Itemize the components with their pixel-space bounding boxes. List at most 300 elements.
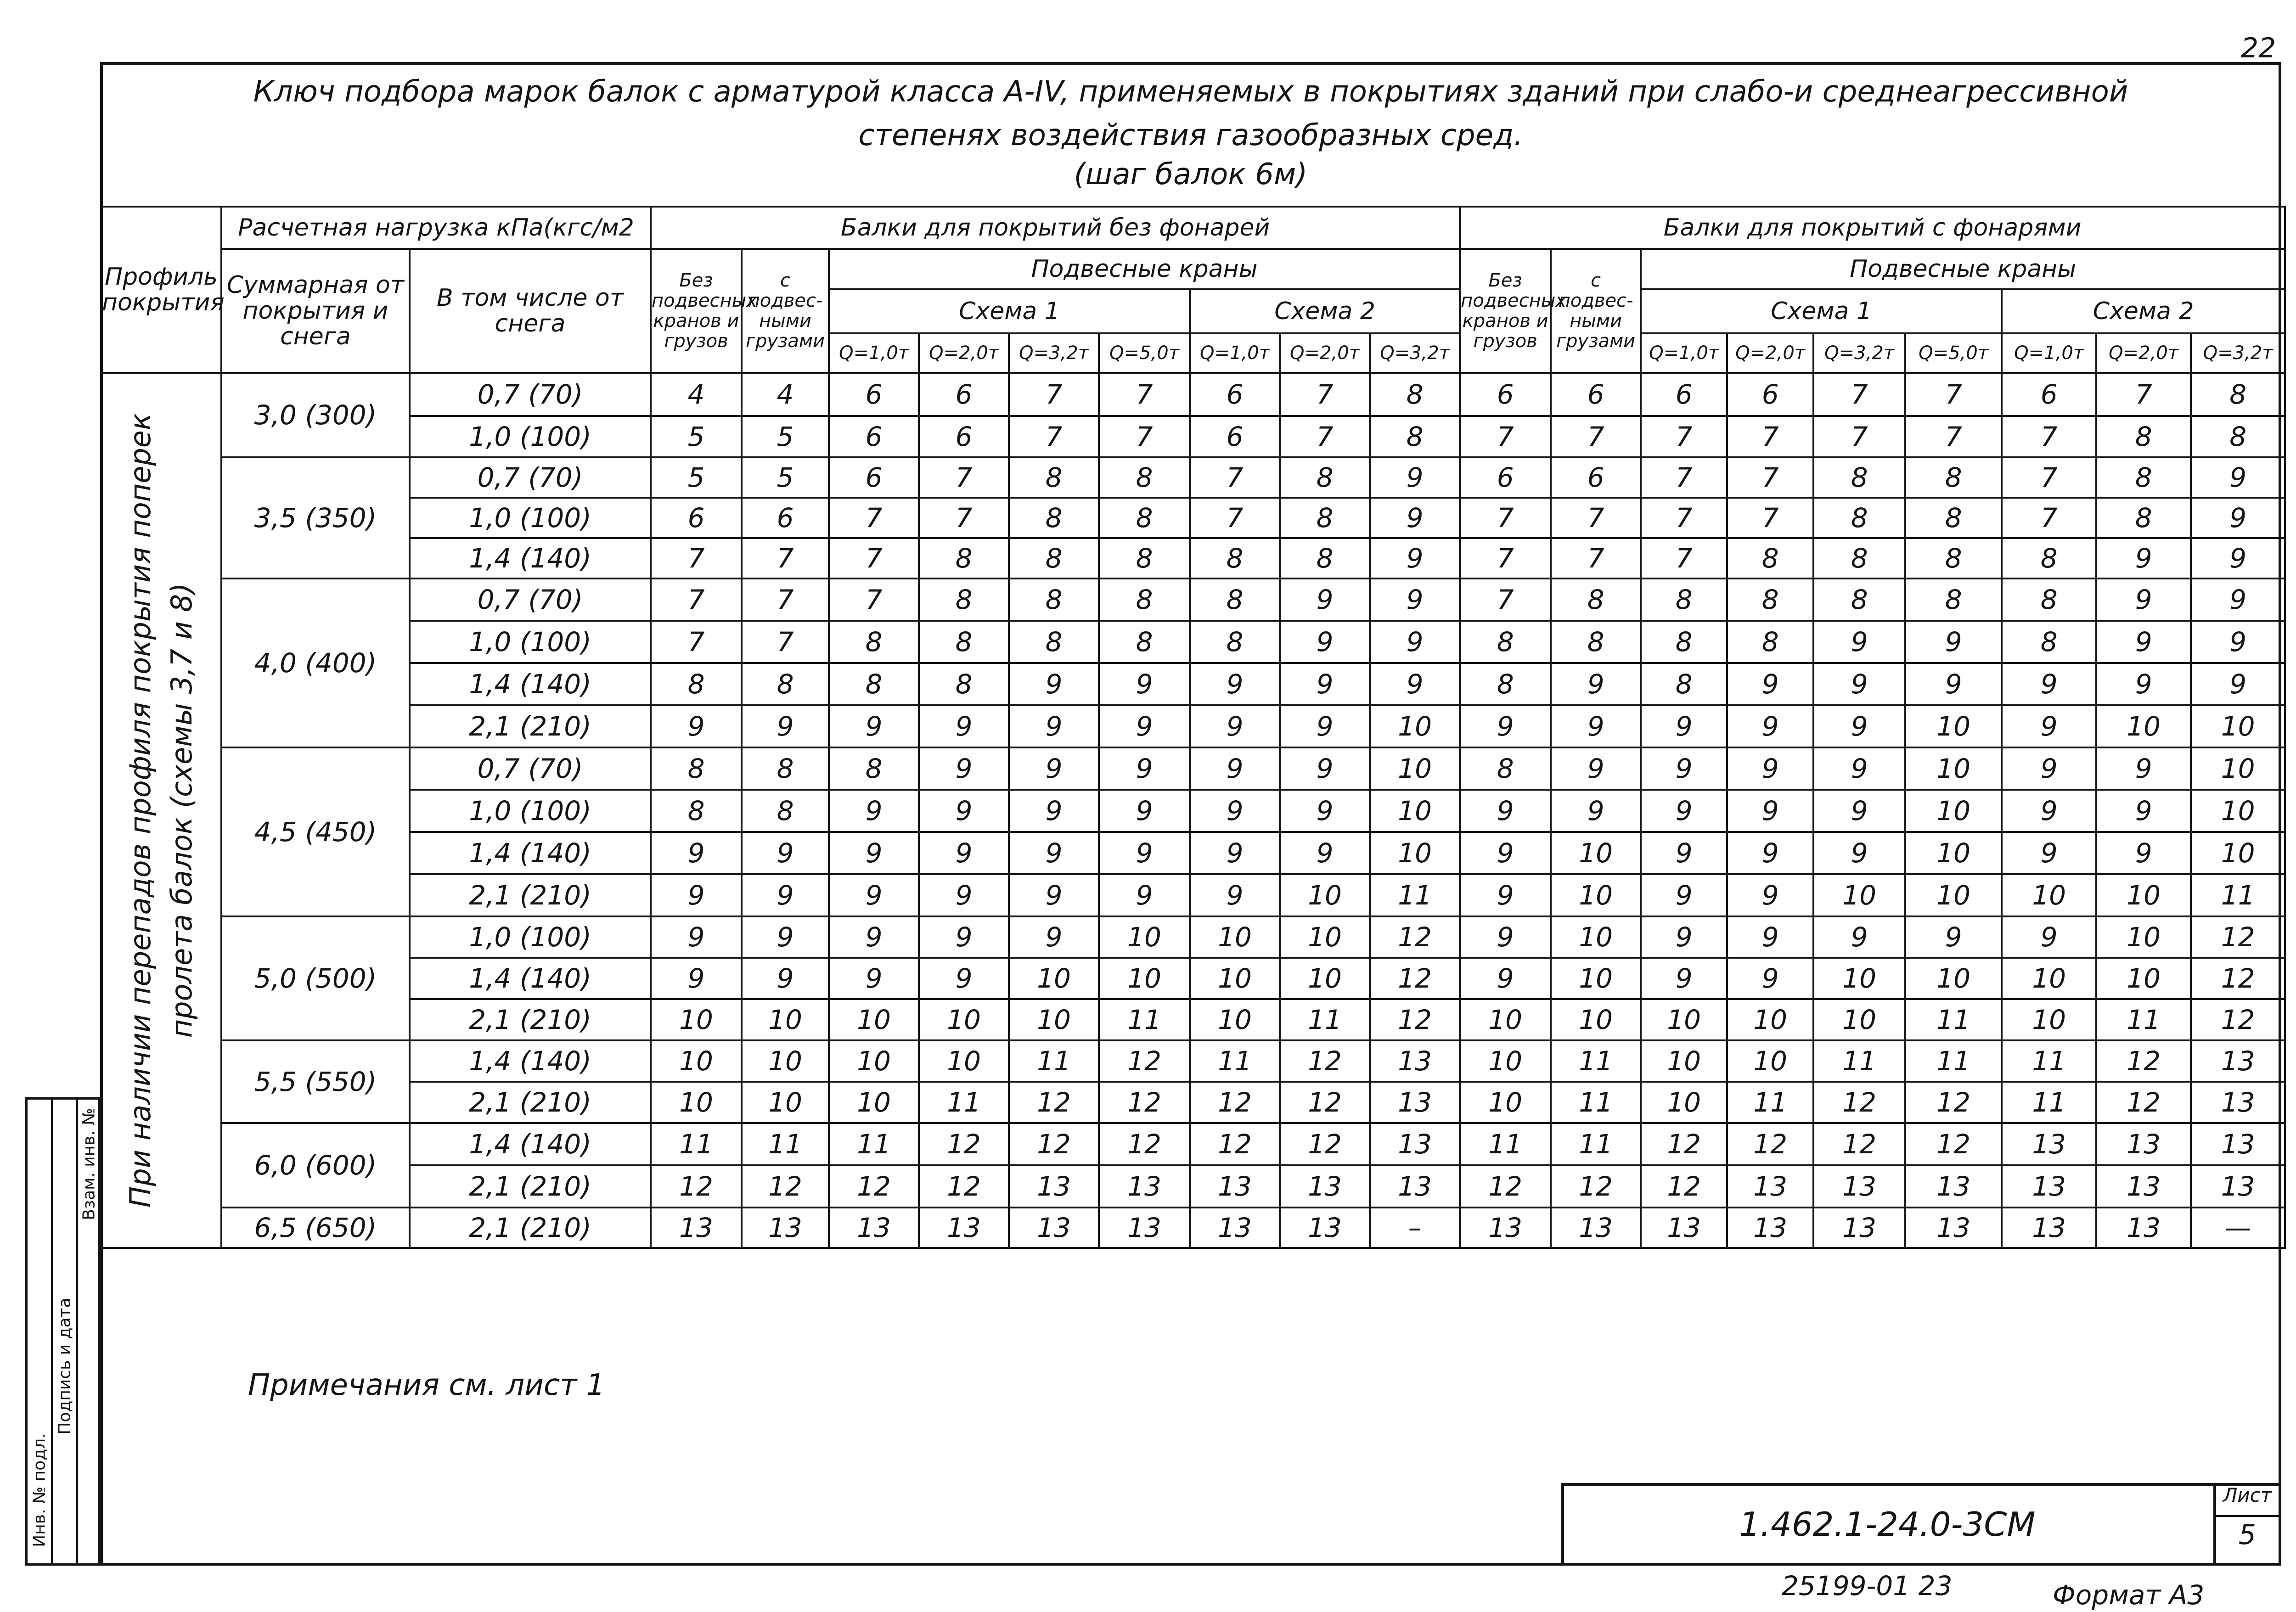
beam-mark-cell: 13: [2191, 1040, 2285, 1082]
beam-mark-cell: 13: [2191, 1123, 2285, 1165]
beam-mark-cell: 7: [1641, 416, 1727, 457]
beam-mark-cell: 13: [1905, 1165, 2002, 1208]
beam-mark-cell: 10: [742, 1082, 829, 1123]
beam-mark-cell: 12: [1280, 1082, 1370, 1123]
beam-mark-cell: 6: [1551, 457, 1641, 498]
notes: Примечания см. лист 1: [248, 1368, 605, 1402]
header-with-loads-1: с подвес-ными грузами: [742, 249, 829, 373]
beam-mark-cell: 10: [1551, 958, 1641, 999]
beam-mark-cell: 9: [1641, 832, 1727, 874]
beam-mark-cell: 7: [1813, 416, 1905, 457]
beam-mark-cell: 9: [1009, 705, 1099, 747]
beam-mark-cell: 5: [651, 416, 742, 457]
beam-mark-cell: 9: [1551, 747, 1641, 790]
beam-mark-cell: 8: [1905, 498, 2002, 538]
beam-mark-cell: 10: [1905, 832, 2002, 874]
header-q10: Q=1,0т: [1641, 333, 1727, 373]
beam-mark-cell: 6: [1460, 457, 1551, 498]
beam-mark-cell: 9: [1280, 705, 1370, 747]
beam-mark-cell: 12: [919, 1165, 1009, 1208]
beam-mark-cell: 9: [1099, 705, 1190, 747]
beam-mark-cell: 9: [651, 874, 742, 916]
beam-mark-cell: 9: [651, 958, 742, 999]
beam-mark-cell: 9: [1813, 790, 1905, 832]
beam-mark-cell: 8: [919, 663, 1009, 705]
beam-mark-cell: 9: [2002, 663, 2096, 705]
beam-mark-cell: 9: [1813, 705, 1905, 747]
beam-mark-cell: 13: [1099, 1208, 1190, 1248]
beam-mark-cell: 10: [1370, 705, 1460, 747]
beam-mark-cell: 6: [829, 457, 919, 498]
beam-mark-cell: 9: [1727, 832, 1813, 874]
beam-mark-cell: 8: [2002, 621, 2096, 663]
beam-mark-cell: 7: [2096, 373, 2191, 416]
total-load-cell: 6,0 (600): [221, 1123, 410, 1208]
snow-load-cell: 1,0 (100): [410, 621, 651, 663]
beam-mark-cell: 9: [1190, 705, 1280, 747]
beam-mark-cell: 9: [829, 958, 919, 999]
beam-mark-cell: 10: [2096, 958, 2191, 999]
beam-mark-cell: 10: [1727, 999, 1813, 1040]
beam-mark-cell: 9: [1009, 874, 1099, 916]
beam-mark-cell: 9: [1190, 832, 1280, 874]
beam-mark-cell: 9: [1190, 874, 1280, 916]
beam-mark-cell: 7: [1460, 538, 1551, 579]
beam-mark-cell: 10: [1280, 874, 1370, 916]
side-col-inv-original: [28, 1100, 53, 1563]
beam-mark-cell: 10: [919, 999, 1009, 1040]
beam-mark-cell: 9: [1641, 916, 1727, 958]
total-load-cell: 5,5 (550): [221, 1040, 410, 1123]
beam-mark-cell: 6: [742, 498, 829, 538]
beam-mark-cell: 12: [919, 1123, 1009, 1165]
beam-mark-cell: 12: [1905, 1123, 2002, 1165]
beam-mark-cell: 13: [1370, 1165, 1460, 1208]
sheet-number: 5: [2238, 1519, 2257, 1551]
beam-mark-cell: 9: [1813, 832, 1905, 874]
beam-mark-cell: 10: [829, 1082, 919, 1123]
beam-mark-cell: 10: [1551, 916, 1641, 958]
beam-mark-cell: 10: [1813, 958, 1905, 999]
header-q32: Q=3,2т: [2191, 333, 2285, 373]
beam-mark-cell: 11: [1190, 1040, 1280, 1082]
beam-mark-cell: 7: [829, 538, 919, 579]
beam-mark-cell: 13: [1551, 1208, 1641, 1248]
beam-mark-cell: 10: [1551, 999, 1641, 1040]
beam-mark-cell: 8: [2191, 373, 2285, 416]
beam-mark-cell: 13: [1641, 1208, 1727, 1248]
beam-mark-cell: 7: [919, 498, 1009, 538]
beam-mark-cell: 5: [651, 457, 742, 498]
beam-mark-cell: 9: [1370, 579, 1460, 621]
beam-mark-cell: 10: [1905, 705, 2002, 747]
beam-mark-cell: 13: [1280, 1165, 1370, 1208]
beam-mark-cell: 9: [742, 916, 829, 958]
beam-mark-cell: 8: [1905, 579, 2002, 621]
beam-mark-cell: 9: [651, 916, 742, 958]
inventory-number: 25199-01 23: [1782, 1570, 1953, 1601]
beam-mark-cell: 12: [2191, 999, 2285, 1040]
beam-mark-cell: 10: [1813, 999, 1905, 1040]
beam-mark-cell: 7: [2002, 416, 2096, 457]
header-q10: Q=1,0т: [1190, 333, 1280, 373]
profile-label: При наличии перепадов профиля покрытия поперек пролета балок (схемы 3,7 и 8): [124, 413, 198, 1208]
beam-mark-cell: 13: [2002, 1208, 2096, 1248]
beam-mark-cell: 7: [1460, 579, 1551, 621]
total-load-cell: 4,5 (450): [221, 747, 410, 916]
beam-mark-cell: 7: [1009, 373, 1099, 416]
header-q20: Q=2,0т: [1727, 333, 1813, 373]
beam-mark-cell: 11: [1905, 999, 2002, 1040]
total-load-cell: 6,5 (650): [221, 1208, 410, 1248]
beam-mark-cell: 13: [2002, 1165, 2096, 1208]
beam-mark-cell: 12: [1641, 1123, 1727, 1165]
beam-mark-cell: 9: [742, 958, 829, 999]
beam-mark-cell: 7: [651, 538, 742, 579]
beam-mark-cell: 9: [1370, 457, 1460, 498]
table-row: [101, 790, 2285, 832]
beam-mark-cell: 9: [829, 832, 919, 874]
beam-mark-cell: 6: [829, 373, 919, 416]
beam-mark-cell: 8: [2002, 579, 2096, 621]
header-with-loads-2: с подвес-ными грузами: [1551, 249, 1641, 373]
beam-mark-cell: 9: [1099, 832, 1190, 874]
header-cranes-2: Подвесные краны: [1641, 249, 2285, 289]
beam-mark-cell: 7: [2002, 498, 2096, 538]
beam-mark-cell: 13: [2096, 1165, 2191, 1208]
beam-mark-cell: 10: [651, 1040, 742, 1082]
beam-mark-cell: 8: [1905, 538, 2002, 579]
beam-mark-cell: 12: [1099, 1040, 1190, 1082]
beam-mark-cell: 9: [1009, 663, 1099, 705]
beam-mark-cell: 8: [1370, 416, 1460, 457]
beam-mark-cell: 12: [1460, 1165, 1551, 1208]
beam-mark-cell: 11: [1460, 1123, 1551, 1165]
beam-mark-cell: 9: [1370, 498, 1460, 538]
beam-mark-cell: 7: [1280, 416, 1370, 457]
beam-mark-cell: 10: [2191, 832, 2285, 874]
beam-mark-cell: 8: [1280, 538, 1370, 579]
beam-mark-cell: 9: [1280, 790, 1370, 832]
beam-mark-cell: 10: [2191, 747, 2285, 790]
beam-selection-table: [100, 206, 2286, 1249]
table-row: [101, 916, 2285, 958]
beam-mark-cell: 7: [1551, 416, 1641, 457]
beam-mark-cell: 9: [919, 790, 1009, 832]
table-row: [101, 621, 2285, 663]
beam-mark-cell: 5: [742, 416, 829, 457]
beam-mark-cell: 7: [742, 579, 829, 621]
beam-mark-cell: 9: [1460, 958, 1551, 999]
header-row-1: [101, 207, 2285, 249]
beam-mark-cell: 8: [1551, 579, 1641, 621]
beam-mark-cell: 12: [2096, 1082, 2191, 1123]
total-load-cell: 5,0 (500): [221, 916, 410, 1040]
table-row: [101, 832, 2285, 874]
beam-mark-cell: 10: [2002, 999, 2096, 1040]
beam-mark-cell: 8: [829, 663, 919, 705]
beam-mark-cell: 10: [1190, 916, 1280, 958]
snow-load-cell: 1,4 (140): [410, 832, 651, 874]
sheet-divider: [2213, 1515, 2281, 1517]
beam-mark-cell: 10: [1905, 747, 2002, 790]
beam-mark-cell: 9: [2096, 790, 2191, 832]
snow-load-cell: 0,7 (70): [410, 747, 651, 790]
total-load-cell: 3,0 (300): [221, 373, 410, 457]
beam-mark-cell: 9: [1099, 790, 1190, 832]
beam-mark-cell: 10: [1099, 916, 1190, 958]
beam-mark-cell: 13: [1190, 1165, 1280, 1208]
beam-mark-cell: 10: [1099, 958, 1190, 999]
beam-mark-cell: 6: [1727, 373, 1813, 416]
beam-mark-cell: 12: [1280, 1040, 1370, 1082]
beam-mark-cell: 10: [1641, 1082, 1727, 1123]
beam-mark-cell: 7: [1190, 498, 1280, 538]
beam-mark-cell: 8: [1727, 621, 1813, 663]
beam-mark-cell: 11: [2002, 1040, 2096, 1082]
beam-mark-cell: 10: [1905, 874, 2002, 916]
beam-mark-cell: 12: [1280, 1123, 1370, 1165]
beam-mark-cell: 9: [1727, 663, 1813, 705]
beam-mark-cell: 8: [1099, 621, 1190, 663]
total-load-cell: 4,0 (400): [221, 579, 410, 747]
beam-mark-cell: 6: [2002, 373, 2096, 416]
beam-mark-cell: 7: [1905, 416, 2002, 457]
header-cranes-1: Подвесные краны: [829, 249, 1460, 289]
beam-mark-cell: 4: [651, 373, 742, 416]
beam-mark-cell: 9: [2096, 538, 2191, 579]
beam-mark-cell: 8: [1460, 663, 1551, 705]
header-profile: Профиль покрытия: [101, 207, 221, 373]
beam-mark-cell: 8: [1460, 747, 1551, 790]
beam-mark-cell: 9: [1280, 621, 1370, 663]
beam-mark-cell: 8: [919, 621, 1009, 663]
beam-mark-cell: 13: [1370, 1123, 1460, 1165]
beam-mark-cell: 8: [829, 747, 919, 790]
beam-mark-cell: 7: [742, 538, 829, 579]
snow-load-cell: 0,7 (70): [410, 373, 651, 416]
beam-mark-cell: 8: [1190, 538, 1280, 579]
title-line-3: (шаг балок 6м): [1074, 157, 1308, 191]
beam-mark-cell: 10: [1009, 958, 1099, 999]
beam-mark-cell: 9: [1190, 747, 1280, 790]
header-q20: Q=2,0т: [2096, 333, 2191, 373]
beam-mark-cell: 10: [651, 1082, 742, 1123]
beam-mark-cell: 9: [829, 916, 919, 958]
beam-mark-cell: 13: [1370, 1082, 1460, 1123]
beam-mark-cell: 13: [651, 1208, 742, 1248]
beam-mark-cell: 8: [651, 663, 742, 705]
beam-mark-cell: 9: [1190, 663, 1280, 705]
beam-mark-cell: 9: [1641, 705, 1727, 747]
beam-mark-cell: 8: [1641, 621, 1727, 663]
beam-mark-cell: 8: [1727, 579, 1813, 621]
beam-mark-cell: 8: [1009, 538, 1099, 579]
beam-mark-cell: 9: [2096, 663, 2191, 705]
snow-load-cell: 1,4 (140): [410, 958, 651, 999]
beam-mark-cell: 8: [1727, 538, 1813, 579]
beam-mark-cell: 10: [1190, 999, 1280, 1040]
beam-mark-cell: 8: [1099, 579, 1190, 621]
header-snow: В том числе от снега: [410, 249, 651, 373]
beam-mark-cell: 9: [919, 958, 1009, 999]
beam-mark-cell: 8: [2096, 416, 2191, 457]
beam-mark-cell: 9: [1099, 874, 1190, 916]
beam-mark-cell: 8: [1190, 579, 1280, 621]
paper-format: Формат А3: [2053, 1579, 2205, 1611]
beam-mark-cell: 9: [1641, 958, 1727, 999]
beam-mark-cell: 9: [919, 705, 1009, 747]
header-q32: Q=3,2т: [1009, 333, 1099, 373]
sheet-label: Лист: [2223, 1484, 2272, 1506]
table-row: [101, 1123, 2285, 1165]
beam-mark-cell: 11: [1370, 874, 1460, 916]
beam-mark-cell: 10: [1460, 1040, 1551, 1082]
beam-mark-cell: 9: [1099, 747, 1190, 790]
beam-mark-cell: 9: [1727, 958, 1813, 999]
beam-mark-cell: 9: [1727, 874, 1813, 916]
snow-load-cell: 1,4 (140): [410, 538, 651, 579]
beam-mark-cell: 13: [1009, 1165, 1099, 1208]
beam-mark-cell: 9: [1551, 705, 1641, 747]
beam-mark-cell: 6: [1460, 373, 1551, 416]
beam-mark-cell: 13: [1813, 1165, 1905, 1208]
table-row: [101, 1082, 2285, 1123]
table-row: [101, 1208, 2285, 1248]
beam-mark-cell: 10: [1280, 916, 1370, 958]
beam-mark-cell: 11: [2002, 1082, 2096, 1123]
header-q20: Q=2,0т: [919, 333, 1009, 373]
beam-mark-cell: 12: [1099, 1123, 1190, 1165]
beam-mark-cell: 8: [1009, 498, 1099, 538]
beam-mark-cell: 12: [1190, 1082, 1280, 1123]
table-row: [101, 705, 2285, 747]
header-scheme2-b: Схема 2: [2002, 289, 2285, 333]
beam-mark-cell: 6: [919, 416, 1009, 457]
snow-load-cell: 1,0 (100): [410, 416, 651, 457]
beam-mark-cell: 7: [1641, 538, 1727, 579]
header-q32: Q=3,2т: [1813, 333, 1905, 373]
header-lantern: Балки для покрытий с фонарями: [1460, 207, 2285, 249]
beam-mark-cell: 8: [1813, 538, 1905, 579]
snow-load-cell: 2,1 (210): [410, 999, 651, 1040]
beam-mark-cell: 8: [1905, 457, 2002, 498]
beam-mark-cell: 13: [1727, 1208, 1813, 1248]
profile-cell: [101, 373, 221, 1248]
table-row: [101, 579, 2285, 621]
snow-load-cell: 0,7 (70): [410, 579, 651, 621]
beam-mark-cell: 11: [919, 1082, 1009, 1123]
beam-mark-cell: 8: [2191, 416, 2285, 457]
table-row: [101, 1040, 2285, 1082]
beam-mark-cell: 7: [1727, 498, 1813, 538]
beam-mark-cell: 12: [829, 1165, 919, 1208]
beam-mark-cell: 8: [1370, 373, 1460, 416]
beam-mark-cell: 9: [919, 747, 1009, 790]
beam-mark-cell: 6: [651, 498, 742, 538]
beam-mark-cell: 9: [742, 874, 829, 916]
snow-load-cell: 2,1 (210): [410, 1165, 651, 1208]
document-code: 1.462.1-24.0-3CM: [1739, 1505, 2036, 1544]
beam-mark-cell: 13: [1905, 1208, 2002, 1248]
beam-mark-cell: 4: [742, 373, 829, 416]
beam-mark-cell: 10: [2191, 790, 2285, 832]
beam-mark-cell: 8: [742, 790, 829, 832]
beam-mark-cell: 9: [1370, 663, 1460, 705]
beam-mark-cell: 7: [829, 579, 919, 621]
side-inv-replacement: Взам. инв. №: [79, 1108, 99, 1220]
beam-mark-cell: 9: [1813, 621, 1905, 663]
beam-mark-cell: 10: [1190, 958, 1280, 999]
beam-mark-cell: 10: [1813, 874, 1905, 916]
beam-mark-cell: 11: [1280, 999, 1370, 1040]
beam-mark-cell: 12: [1370, 999, 1460, 1040]
beam-mark-cell: 13: [1280, 1208, 1370, 1248]
beam-mark-cell: 9: [2191, 457, 2285, 498]
table-row: [101, 1165, 2285, 1208]
title-line-1: Ключ подбора марок балок с арматурой класса А-IV, применяемых в покрытиях зданий при слабо-и среднеагрессивной: [253, 75, 2128, 109]
beam-mark-cell: 9: [2096, 747, 2191, 790]
beam-mark-cell: 7: [742, 621, 829, 663]
page-number: 22: [2241, 32, 2276, 64]
table-row: [101, 538, 2285, 579]
header-q50: Q=5,0т: [1905, 333, 2002, 373]
beam-mark-cell: 10: [1551, 832, 1641, 874]
beam-mark-cell: 8: [742, 663, 829, 705]
beam-mark-cell: 10: [1370, 832, 1460, 874]
beam-mark-cell: 8: [742, 747, 829, 790]
side-inv-original: Инв. № подл.: [30, 1433, 49, 1547]
beam-mark-cell: 11: [2191, 874, 2285, 916]
header-no-lantern: Балки для покрытий без фонарей: [651, 207, 1460, 249]
beam-mark-cell: 9: [1370, 538, 1460, 579]
beam-mark-cell: 7: [1190, 457, 1280, 498]
beam-mark-cell: 10: [919, 1040, 1009, 1082]
header-q50: Q=5,0т: [1099, 333, 1190, 373]
beam-mark-cell: —: [2191, 1208, 2285, 1248]
snow-load-cell: 0,7 (70): [410, 457, 651, 498]
snow-load-cell: 2,1 (210): [410, 705, 651, 747]
snow-load-cell: 2,1 (210): [410, 874, 651, 916]
beam-mark-cell: 11: [829, 1123, 919, 1165]
snow-load-cell: 1,4 (140): [410, 1123, 651, 1165]
beam-mark-cell: 9: [2096, 832, 2191, 874]
beam-mark-cell: 8: [1813, 498, 1905, 538]
table-row: [101, 999, 2285, 1040]
header-q10: Q=1,0т: [829, 333, 919, 373]
beam-mark-cell: 8: [1813, 457, 1905, 498]
title-line-2: степенях воздействия газообразных сред.: [858, 118, 1523, 152]
beam-mark-cell: 10: [1641, 1040, 1727, 1082]
beam-mark-cell: 9: [1190, 790, 1280, 832]
beam-mark-cell: 9: [2191, 498, 2285, 538]
beam-mark-cell: 5: [742, 457, 829, 498]
table-row: [101, 416, 2285, 457]
beam-mark-cell: 9: [1009, 747, 1099, 790]
beam-mark-cell: 13: [1460, 1208, 1551, 1248]
beam-mark-cell: 9: [1009, 832, 1099, 874]
beam-mark-cell: 9: [2002, 916, 2096, 958]
beam-mark-cell: 9: [1551, 663, 1641, 705]
beam-mark-cell: 9: [1813, 663, 1905, 705]
snow-load-cell: 1,0 (100): [410, 790, 651, 832]
beam-mark-cell: 9: [1280, 579, 1370, 621]
beam-mark-cell: 8: [2002, 538, 2096, 579]
beam-mark-cell: 12: [1009, 1123, 1099, 1165]
beam-mark-cell: 13: [1009, 1208, 1099, 1248]
beam-mark-cell: 7: [1641, 498, 1727, 538]
snow-load-cell: 1,4 (140): [410, 663, 651, 705]
